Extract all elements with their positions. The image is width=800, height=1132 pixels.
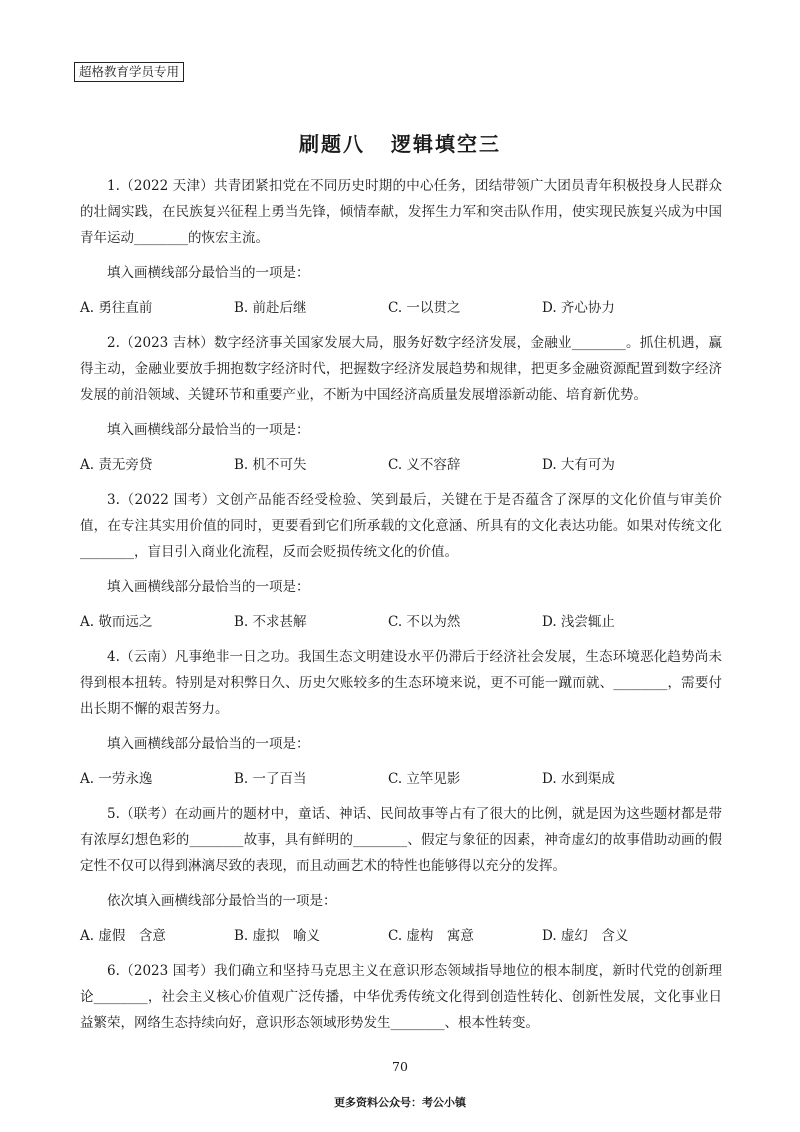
question-2-option-b: B. 机不可失	[234, 457, 307, 473]
question-1-option-c: C. 一以贯之	[388, 300, 461, 316]
question-2-option-a: A. 责无旁贷	[80, 457, 153, 473]
question-5-options	[80, 923, 722, 949]
question-3-option-d: D. 浅尝辄止	[542, 614, 615, 630]
question-2-option-d: D. 大有可为	[542, 457, 615, 473]
question-3-option-a: A. 敬而远之	[80, 614, 153, 630]
question-3-option-c: C. 不以为然	[388, 614, 461, 630]
question-5-option-c: C. 虚构 寓意	[388, 928, 474, 944]
question-1-options	[80, 295, 722, 321]
question-5-option-a: A. 虚假 含意	[80, 928, 166, 944]
footer-note: 更多资料公众号：考公小镇	[334, 1096, 466, 1109]
question-3-prompt: 填入画横线部分最恰当的一项是：	[107, 579, 310, 595]
question-5-prompt: 依次填入画横线部分最恰当的一项是：	[107, 893, 337, 909]
page-number: 70	[392, 1059, 408, 1074]
question-5-option-d: D. 虚幻 含义	[542, 928, 629, 944]
question-4-option-a: A. 一劳永逸	[80, 771, 153, 787]
question-5-text: 5.（联考）在动画片的题材中，童话、神话、民间故事等占有了很大的比例，就是因为这些题材都是带有浓厚幻想色彩的________故事，具有鲜明的________、假定与象征的因素，神奇虚幻的故事借助动画的假定性不仅可以得到淋漓尽致的表现，而且动画艺术的特性也能够得以充分的发挥。	[80, 806, 722, 874]
question-2-option-c: C. 义不容辞	[388, 457, 461, 473]
question-3-text: 3.（2022 国考）文创产品能否经受检验、笑到最后，关键在于是否蕴含了深厚的文化价值与审美价值，在专注其实用价值的同时，更要看到它们所承载的文化意涵、所具有的文化表达功能。如果对传统文化________，盲目引入商业化流程，反而会贬损传统文化的价值。	[80, 492, 722, 560]
question-4-text: 4.（云南）凡事绝非一日之功。我国生态文明建设水平仍滞后于经济社会发展，生态环境恶化趋势尚未得到根本扭转。特别是对积弊日久、历史欠账较多的生态环境来说，更不可能一蹴而就、________，需要付出长期不懈的艰苦努力。	[80, 649, 722, 717]
question-3-options	[80, 609, 722, 635]
question-1-prompt: 填入画横线部分最恰当的一项是：	[107, 265, 310, 281]
question-2-prompt: 填入画横线部分最恰当的一项是：	[107, 422, 310, 438]
question-1-option-b: B. 前赴后继	[234, 300, 307, 316]
question-1-option-d: D. 齐心协力	[542, 300, 615, 316]
question-4-prompt: 填入画横线部分最恰当的一项是：	[107, 736, 310, 752]
question-4-option-c: C. 立竿见影	[388, 771, 461, 787]
question-3-option-b: B. 不求甚解	[234, 614, 307, 630]
page-title	[0, 128, 800, 157]
question-1-option-a: A. 勇往直前	[80, 300, 153, 316]
question-5-option-b: B. 虚拟 喻义	[234, 928, 321, 944]
question-1-text: 1.（2022 天津）共青团紧扣党在不同历史时期的中心任务，团结带领广大团员青年积极投身人民群众的壮阔实践，在民族复兴征程上勇当先锋，倾情奉献，发挥生力军和突击队作用，使实现民族复兴成为中国青年运动________的恢宏主流。	[80, 178, 722, 246]
header-tag: 超格教育学员专用	[74, 62, 184, 82]
question-list	[80, 173, 722, 1045]
question-4-option-b: B. 一了百当	[234, 771, 307, 787]
question-6-text: 6.（2023 国考）我们确立和坚持马克思主义在意识形态领域指导地位的根本制度，新时代党的创新理论________，社会主义核心价值观广泛传播，中华优秀传统文化得到创造性转化、创新性发展，文化事业日益繁荣，网络生态持续向好，意识形态领域形势发生________、根本性转变。	[80, 963, 722, 1031]
question-4-options	[80, 766, 722, 792]
question-2-text: 2.（2023 吉林）数字经济事关国家发展大局，服务好数字经济发展，金融业________。抓住机遇，赢得主动，金融业要放手拥抱数字经济时代，把握数字经济发展趋势和规律，把更多金融资源配置到数字经济发展的前沿领域、关键环节和重要产业，不断为中国经济高质量发展增添新动能、培育新优势。	[80, 335, 722, 403]
question-4-option-d: D. 水到渠成	[542, 771, 615, 787]
title-part2: 逻辑填空三	[391, 132, 501, 156]
question-2-options	[80, 452, 722, 478]
title-part1: 刷题八	[299, 132, 365, 156]
